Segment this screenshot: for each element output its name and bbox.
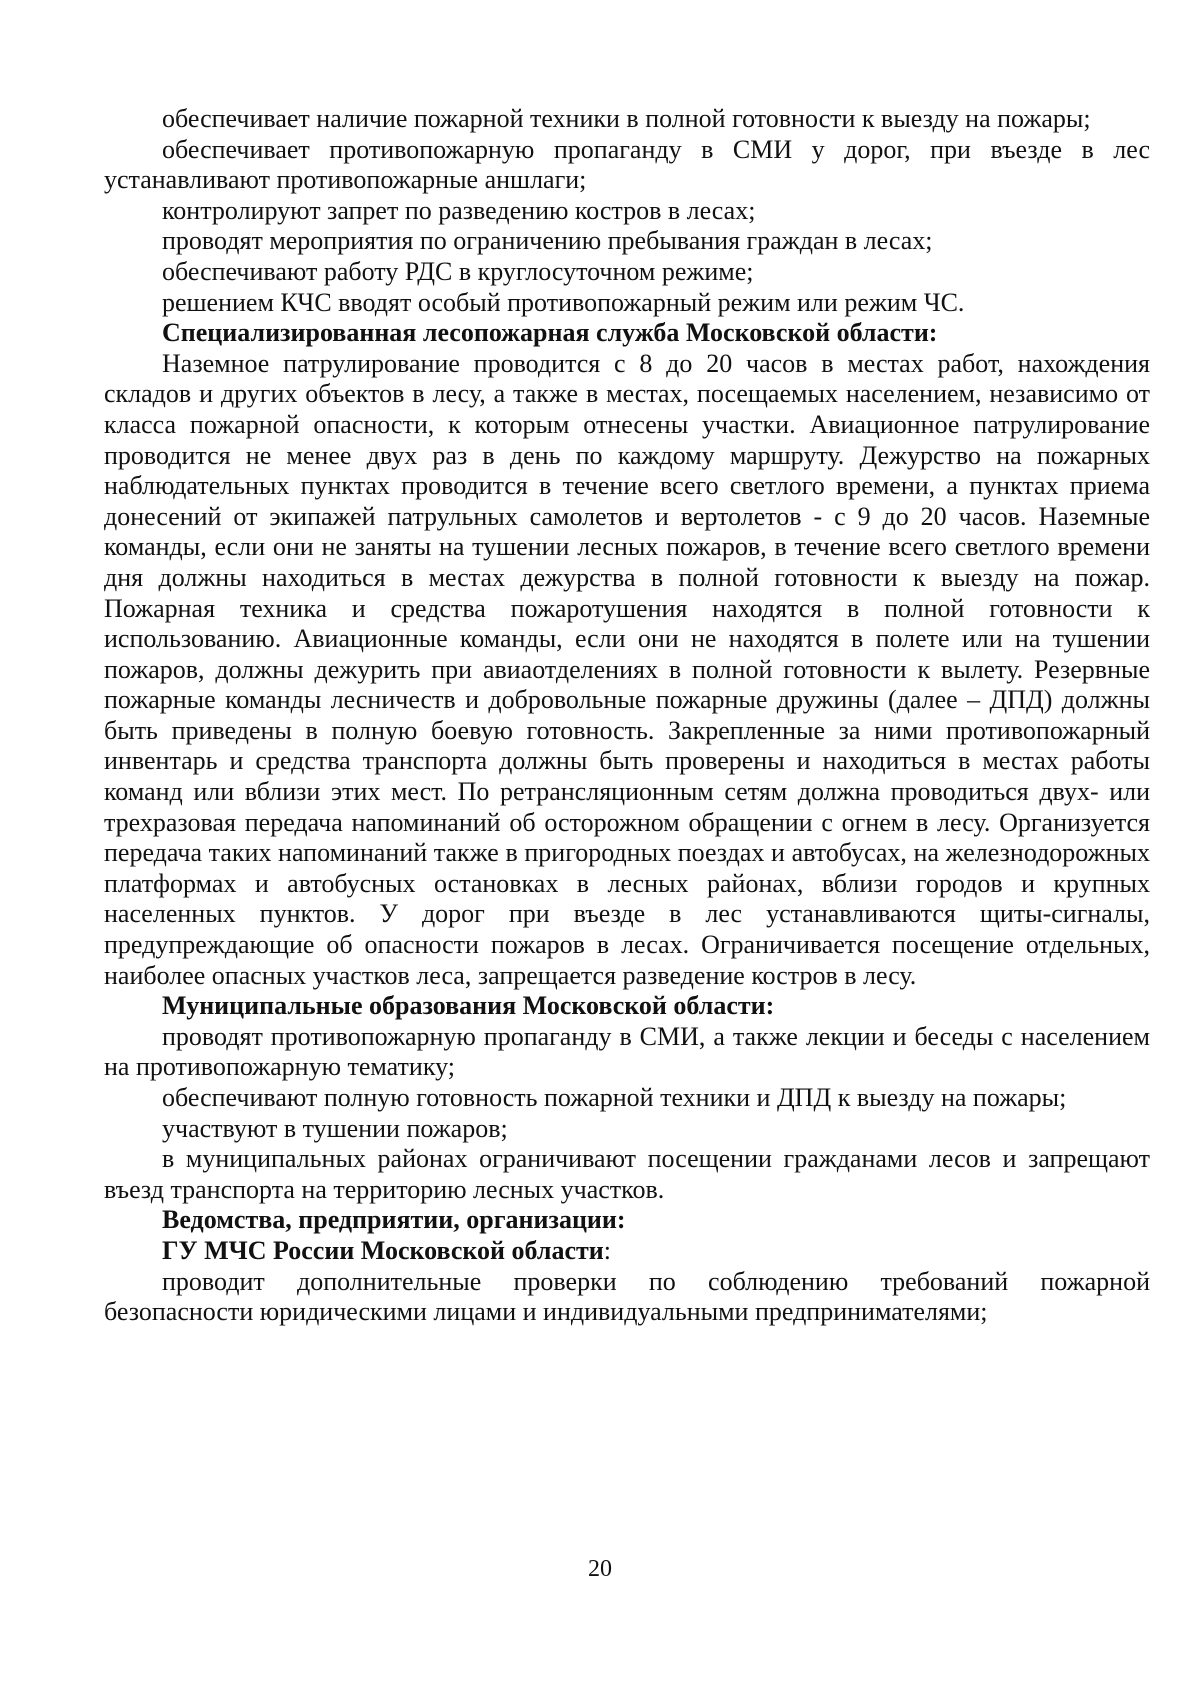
subsection-heading-colon: : [603, 1235, 612, 1265]
section-heading-forest-fire-service: Специализированная лесопожарная служба Московской области: [162, 318, 938, 348]
paragraph: обеспечивает наличие пожарной техники в полной готовности к выезду на пожары; [162, 104, 1091, 133]
document-body [104, 104, 1150, 1328]
page-number: 20 [588, 1556, 612, 1582]
paragraph: проводят мероприятия по ограничению пребывания граждан в лесах; [162, 226, 933, 256]
paragraph: Наземное патрулирование проводится с 8 до 20 часов в местах работ, нахождения складов и других объектов в лесу, а также в местах, посещаемых населением, независимо от класса пожарной опасности, к которым отнесены участки. Авиационное патрулирование проводится не менее двух раз в день по каждому маршруту. Дежурство на пожарных наблюдательных пунктах проводится в течение всего светлого времени, а пунктах приема донесений от экипажей патрульных самолетов и вертолетов - с 9 до 20 часов. Наземные команды, если они не заняты на тушении лесных пожаров, в течение всего светлого времени дня должны находиться в местах дежурства в полной готовности к выезду на пожар. Пожарная техника и средства пожаротушения находятся в полной готовности к использованию. Авиационные команды, если они не находятся в полете или на тушении пожаров, должны дежурить при авиаотделениях в полной готовности к вылету. Резервные пожарные команды лесничеств и добровольные пожарные дружины (далее – ДПД) должны быть приведены в полную боевую готовность. Закрепленные за ними противопожарный инвентарь и средства транспорта должны быть проверены и находиться в местах работы команд или вблизи этих мест. По ретрансляционным сетям должна проводиться двух- или трехразовая передача напоминаний об осторожном обращении с огнем в лесу. Организуется передача таких напоминаний также в пригородных поездах и автобусах, на железнодорожных платформах и автобусных остановках в лесных районах, вблизи городов и крупных населенных пунктов. У дорог при въезде в лес устанавливаются щиты-сигналы, предупреждающие об опасности пожаров в лесах. Ограничивается посещение отдельных, наиболее опасных участков леса, запрещается разведение костров в лесу. [104, 348, 1150, 990]
paragraph: обеспечивает противопожарную пропаганду в СМИ у дорог, при въезде в лес устанавливают противопожарные аншлаги; [104, 134, 1150, 195]
subsection-heading [104, 1236, 1150, 1267]
paragraph: обеспечивают полную готовность пожарной техники и ДПД к выезду на пожары; [162, 1083, 1067, 1112]
paragraph: проводит дополнительные проверки по соблюдению требований пожарной безопасности юридическими лицами и индивидуальными предпринимателями; [104, 1266, 1150, 1327]
paragraph: решением КЧС вводят особый противопожарный режим или режим ЧС. [162, 287, 965, 317]
paragraph: проводят противопожарную пропаганду в СМИ, а также лекции и беседы с населением на противопожарную тематику; [104, 1021, 1150, 1082]
paragraph: контролируют запрет по разведению костров в лесах; [162, 195, 756, 225]
section-heading-municipalities: Муниципальные образования Московской области: [162, 991, 775, 1021]
section-heading-agencies: Ведомства, предприятии, организации: [162, 1205, 626, 1235]
paragraph: обеспечивают работу РДС в круглосуточном режиме; [162, 256, 754, 286]
subsection-heading-text: ГУ МЧС России Московской области [162, 1235, 604, 1265]
paragraph: в муниципальных районах ограничивают посещении гражданами лесов и запрещают въезд транспорта на территорию лесных участков. [104, 1144, 1150, 1204]
paragraph: участвуют в тушении пожаров; [162, 1113, 508, 1143]
